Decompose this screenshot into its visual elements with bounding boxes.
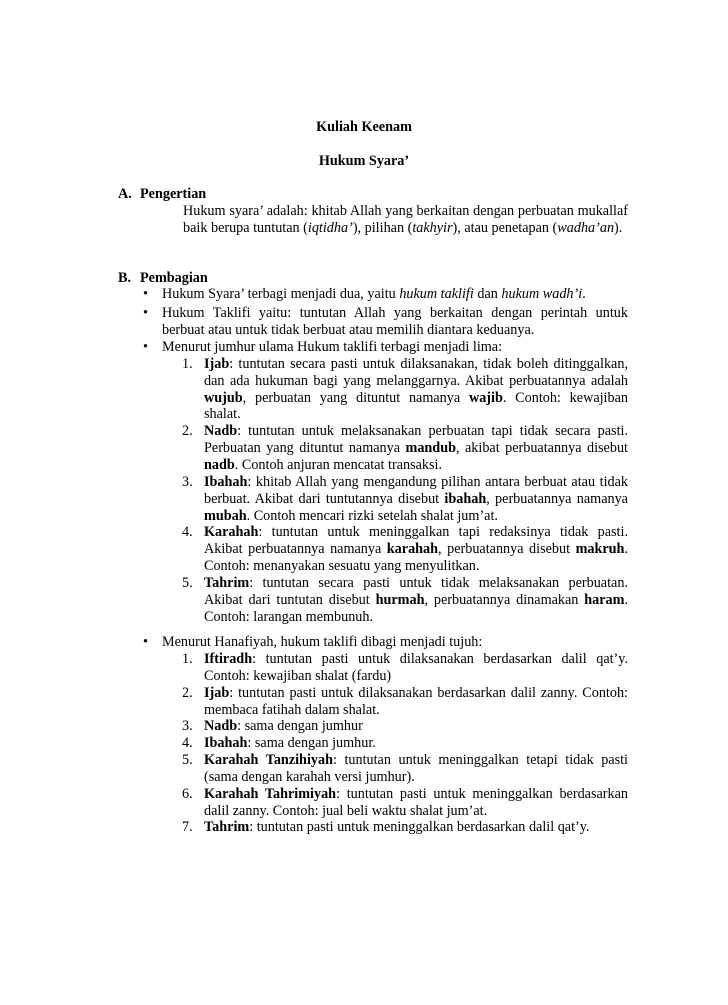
term-ibahah: ibahah [444, 490, 487, 507]
list-number: 2. [182, 423, 193, 439]
item-text: , perbuatannya namanya [486, 490, 628, 507]
page-title: Kuliah Keenam [316, 119, 412, 135]
term-nadb: Nadb [204, 718, 238, 734]
term-nadb: nadb [204, 456, 235, 473]
term-wujub: wujub [204, 389, 243, 406]
definition-text: ), atau penetapan ( [452, 219, 558, 236]
item-text: : tuntutan pasti untuk dilaksanakan berdasarkan dalil zanny. Contoh: membaca fatihah dalam shalat. [204, 685, 628, 718]
bullet-icon: • [143, 286, 148, 302]
section-b-letter: B. [118, 270, 132, 286]
item-text: : sama dengan jumhur. [247, 735, 376, 751]
list-number: 6. [182, 786, 193, 802]
list-item [182, 752, 628, 786]
section-a-letter: A. [118, 186, 132, 202]
list-item [182, 575, 628, 625]
bullet-item [143, 305, 628, 339]
list-number: 5. [182, 752, 193, 768]
list-item [182, 474, 628, 524]
section-b-title: Pembagian [140, 270, 208, 286]
item-text: : tuntutan secara pasti untuk tidak melaksanakan perbuatan. Akibat dari tuntutan disebut [204, 575, 628, 608]
bullet-item [143, 286, 628, 303]
bullet-text: dan [473, 286, 502, 302]
item-text: : khitab Allah yang mengandung pilihan antara berbuat atau tidak berbuat. Akibat dari tuntutannya disebut [204, 474, 628, 507]
term-ijab: Ijab [204, 356, 230, 372]
definition-text: ), pilihan ( [352, 219, 413, 236]
item-text: : tuntutan untuk meninggalkan tapi redaksinya tidak pasti. Akibat perbuatannya namanya [204, 524, 628, 557]
item-text: : sama dengan jumhur [237, 718, 363, 734]
item-text: . Contoh: menanyakan sesuatu yang menyulitkan. [204, 540, 628, 574]
bullet-icon: • [143, 339, 148, 355]
item-text: . Contoh: larangan membunuh. [204, 591, 628, 625]
list-item [182, 685, 628, 719]
bullet-text: Menurut jumhur ulama Hukum taklifi terbagi menjadi lima: [162, 339, 503, 355]
item-text: . Contoh anjuran mencatat transaksi. [234, 456, 443, 473]
term-karahah: Karahah [204, 524, 259, 540]
definition-paragraph [183, 203, 628, 237]
term-mandub: mandub [405, 439, 456, 456]
term-karahah-tahrimiyah: Karahah Tahrimiyah [204, 786, 337, 802]
term-tahrim: Tahrim [204, 819, 250, 835]
term-makruh: makruh [575, 540, 625, 557]
term-wadhaan: wadha’an [557, 219, 615, 236]
item-text: , perbuatannya dinamakan [424, 591, 585, 608]
bullet-icon: • [143, 634, 148, 650]
list-item [182, 356, 628, 423]
term-ibahah: Ibahah [204, 735, 248, 751]
list-number: 2. [182, 685, 193, 701]
term-ibahah: Ibahah [204, 474, 248, 490]
list-number: 3. [182, 718, 193, 734]
term-mubah: mubah [204, 507, 247, 524]
list-number: 1. [182, 651, 193, 667]
bullet-text: Hukum Syara’ terbagi menjadi dua, yaitu [162, 286, 400, 302]
term-ijab: Ijab [204, 685, 230, 701]
list-item [182, 786, 628, 820]
section-a-heading [118, 186, 206, 203]
bullet-item [143, 634, 628, 651]
bullet-text: Menurut Hanafiyah, hukum taklifi dibagi menjadi tujuh: [162, 634, 483, 650]
term-hukum-taklifi: hukum taklifi [399, 286, 474, 302]
item-text: : tuntutan secara pasti untuk dilaksanakan, tidak boleh ditinggalkan, dan ada hukuman bagi yang melanggarnya. Akibat perbuatannya adalah [204, 356, 628, 389]
list-number: 4. [182, 524, 193, 540]
bullet-text: Hukum Taklifi yaitu: tuntutan Allah yang berkaitan dengan perintah untuk berbuat atau untuk tidak berbuat atau memilih diantara keduanya. [162, 305, 628, 338]
section-a-title: Pengertian [140, 186, 207, 202]
item-text: : tuntutan untuk melaksanakan perbuatan tapi tidak secara pasti. Perbuatan yang dituntut namanya [204, 423, 628, 456]
list-item [182, 735, 628, 752]
item-text: , perbuatannya disebut [438, 540, 576, 557]
term-iqtidha: iqtidha’ [307, 219, 353, 236]
list-item [182, 819, 628, 836]
item-text: , perbuatan yang dituntut namanya [242, 389, 469, 406]
list-number: 4. [182, 735, 193, 751]
item-text: : tuntutan pasti untuk meninggalkan berdasarkan dalil zanny. Contoh: jual beli waktu shalat jum’at. [204, 786, 628, 819]
bullet-text: . [582, 286, 586, 302]
list-item [182, 718, 628, 735]
list-number: 7. [182, 819, 193, 835]
bullet-item [143, 339, 628, 356]
definition-text: ). [614, 219, 623, 236]
item-text: , akibat perbuatannya disebut [455, 439, 628, 456]
term-nadb: Nadb [204, 423, 238, 439]
definition-text: Hukum syara’ adalah: khitab Allah yang berkaitan dengan perbuatan mukallaf baik berupa tuntutan ( [183, 203, 628, 236]
list-number: 1. [182, 356, 193, 372]
term-hukum-wadhi: hukum wadh’i [501, 286, 583, 302]
term-wajib: wajib [468, 389, 503, 406]
list-number: 3. [182, 474, 193, 490]
item-text: : tuntutan pasti untuk dilaksanakan berdasarkan dalil qat’y. Contoh: kewajiban shalat (fardu) [204, 651, 628, 684]
item-text: : tuntutan pasti untuk meninggalkan berdasarkan dalil qat’y. [249, 819, 590, 835]
item-text: . Contoh: kewajiban shalat. [204, 389, 628, 423]
term-karahah-tanzihiyah: Karahah Tanzihiyah [204, 752, 333, 768]
term-haram: haram [584, 591, 625, 608]
list-item [182, 524, 628, 574]
section-b-heading [118, 270, 208, 287]
list-item [182, 423, 628, 473]
list-item [182, 651, 628, 685]
term-takhyir: takhyir [412, 219, 453, 236]
term-hurmah: hurmah [375, 591, 425, 608]
page-subtitle: Hukum Syara’ [318, 153, 410, 169]
term-tahrim: Tahrim [204, 575, 250, 591]
term-karahah: karahah [386, 540, 439, 557]
bullet-icon: • [143, 305, 148, 321]
item-text: : tuntutan untuk meninggalkan tetapi tidak pasti (sama dengan karahah versi jumhur). [204, 752, 628, 785]
item-text: . Contoh mencari rizki setelah shalat jum’at. [246, 507, 498, 524]
term-iftiradh: Iftiradh [204, 651, 253, 667]
list-number: 5. [182, 575, 193, 591]
